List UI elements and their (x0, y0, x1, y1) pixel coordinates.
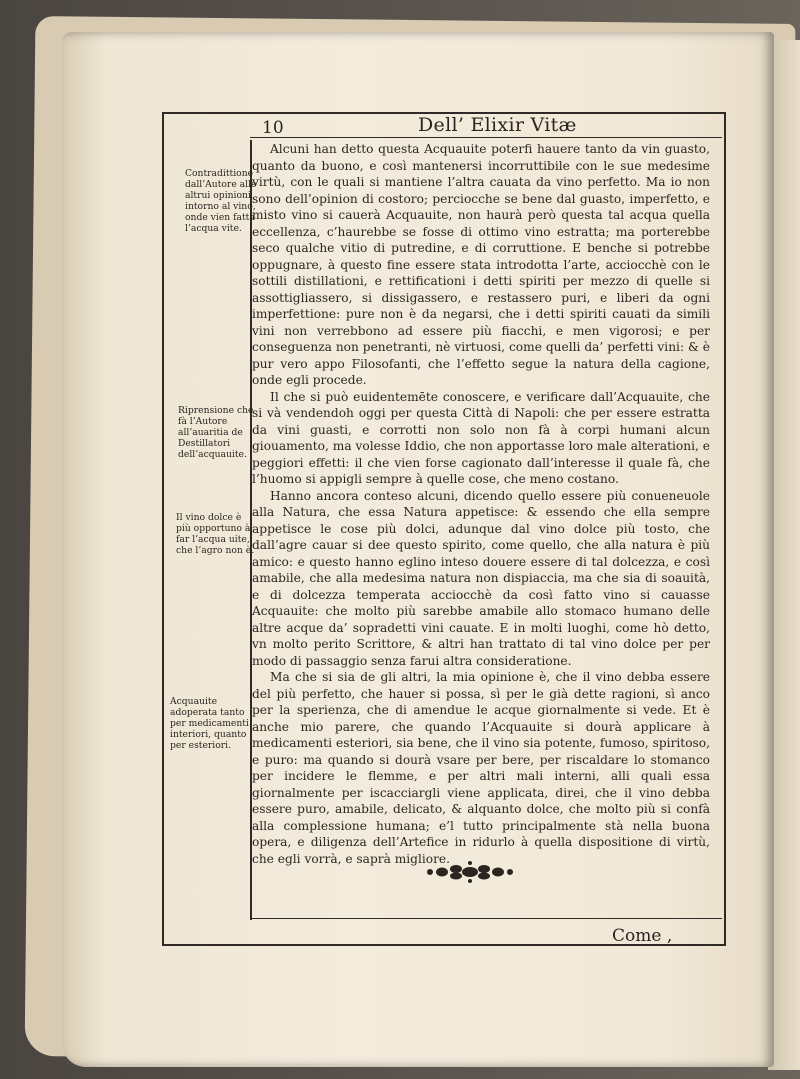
margin-note: Acquauite adoperata tanto per medicamenti interiori, quanto per esteriori. (170, 696, 249, 751)
header-rule (250, 137, 722, 138)
body-text (252, 141, 710, 867)
margin-note: Contradittione dall’Autore alle altrui opinioni intorno al vino, onde vien fatta l’acqua vite. (185, 168, 257, 234)
page-number: 10 (262, 118, 284, 138)
running-title: Dell’ Elixir Vitæ (418, 114, 577, 136)
paragraph: Ma che si sia de gli altri, la mia opinione è, che il vino debba essere del più perfetto, che hauer si possa, sì per le già dette ragioni, sì anco per la sperienza, che di amendue le acque giornalmente si vede. Et è anche mio parere, che quando l’Acquauite si dourà applicare à medicamenti esteriori, sia bene, che il vino sia potente, fumoso, spiritoso, e puro: ma quando si dourà vsare per bere, per riscaldare lo stomanco per incidere le flemme, e per altri mali interni, alli quali essa giornalmente per iscacciargli viene applicata, direi, che il vino debba essere puro, amabile, delicato, & alquanto dolce, che molto più si confà alla complessione humana; e’l tutto principalmente stà nella buona opera, e diligenza dell’Artefice in ridurlo à quella dispositione di virtù, che egli vorrà, e saprà migliore. (252, 670, 710, 866)
margin-note: Riprensione che fà l’Autore all’auaritia de Destillatori dell’acquauite. (178, 405, 254, 460)
bottom-rule (250, 918, 722, 919)
paragraph: Hanno ancora conteso alcuni, dicendo quello essere più conueneuole alla Natura, che essa Natura appetisce: & essendo che ella sempre appetisce le cose più dolci, adunque dal vino dolce più tosto, che dall’agre cauar si dee questo spirito, come quello, che alla natura è più amico: e questo hanno eglino inteso douere essere di tal dolcezza, e così amabile, che alla medesima natura non dispiaccia, ma che sia di soauità, e di dolcezza temperata acciocchè da così fatto vino si cauasse Acquauite: che molto più sarebbe amabile allo stomaco humano delle altre acque da’ sopradetti vini cauate. E in molti luoghi, come hò detto, vn molto perito Scrittore, & altri han trattato di tal vino dolce per per modo di passaggio senza farui altra consideratione. (252, 488, 710, 668)
catchword: Come , (612, 926, 673, 946)
ornament-icon (420, 857, 520, 887)
margin-note: Il vino dolce è più opportuno à far l’acqua uite, che l’agro non è. (176, 512, 255, 556)
paragraph: Alcuni han detto questa Acquauite poterfi hauere tanto da vin guasto, quanto da buono, e così mantenersi incorruttibile con le sue medesime virtù, con le quali si mantiene l’altra cauata da vino perfetto. Ma io non sono dell’opinion di costoro; perciocche se bene dal guasto, imperfetto, e misto vino si cauerà Acquauite, non haurà però questa tal acqua quella eccellenza, c’haurebbe se fosse di ottimo vino estratta; ma porterebbe seco qualche vitio di putredine, e di corruttione. E benche si potrebbe oppugnare, à questo fine essere stata introdotta l’arte, acciocchè con le sottili distillationi, e rettificationi i detti spiriti per mezzo di quelle si assottigliassero, si dissigassero, e restassero puri, e liberi da ogni imperfettione: pure non è da negarsi, che i detti spiriti cauati da simili vini non verrebbono ad essere più fiacchi, e men vigorosi; e per conseguenza non penetranti, nè virtuosi, come quelli da’ perfetti vini: & è pur vero appo Filosofanti, che l’effetto segue la natura della cagione, onde egli procede. (252, 142, 710, 387)
paragraph: Il che si può euidentemēte conoscere, e verificare dall’Acquauite, che si và vendendoh oggi per questa Città di Napoli: che per essere estratta da vini guasti, e corrotti non solo non fà à corpi humani alcun giouamento, ma volesse Iddio, che non apportasse loro male alterationi, e peggiori effetti: il che vien forse cagionato dall’interesse il quale fà, che l’huomo si appigli sempre à quelle cose, che meno costano. (252, 389, 710, 486)
